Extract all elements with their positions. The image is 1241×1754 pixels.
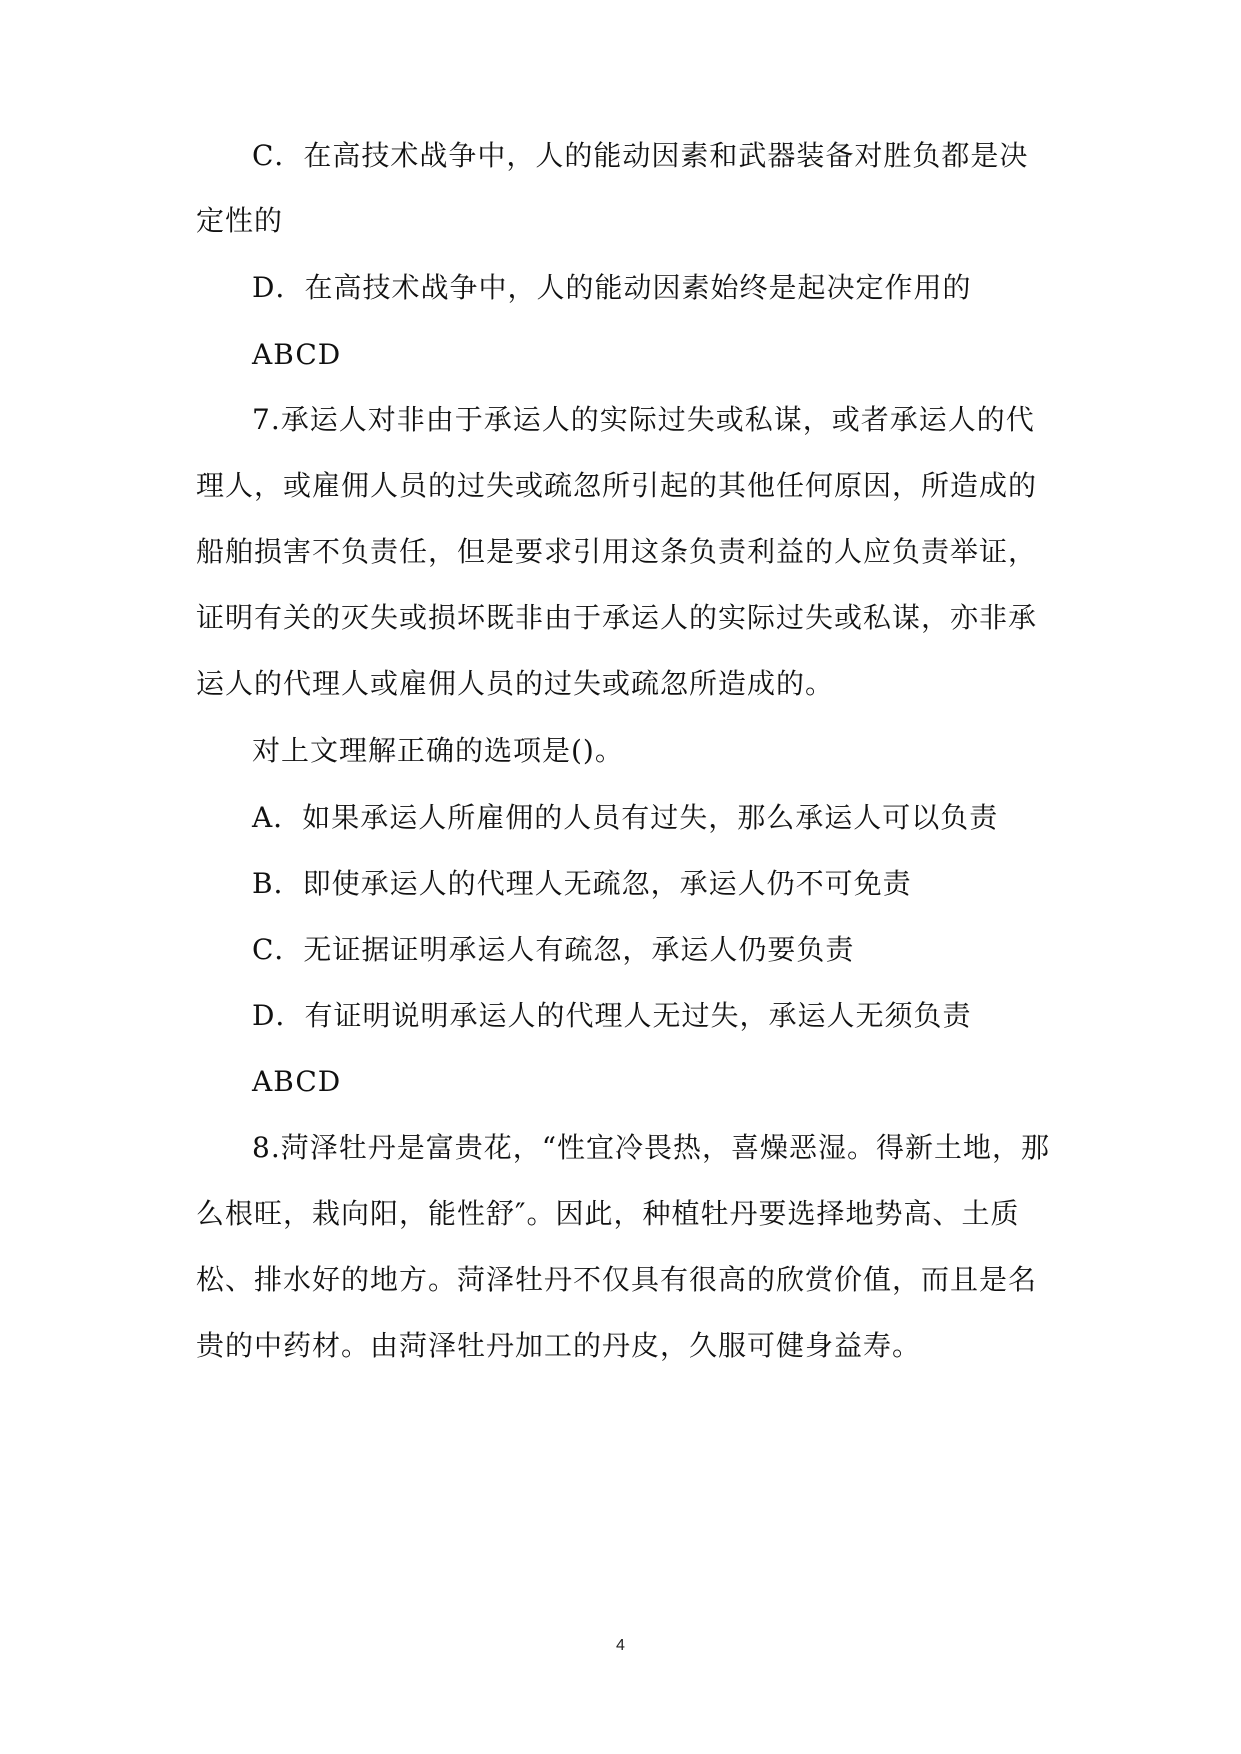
question-8-line-4: 贵的中药材。由菏泽牡丹加工的丹皮，久服可健身益寿。 [196, 1329, 922, 1362]
question-7-option-c: C．无证据证明承运人有疏忽，承运人仍要负责 [252, 933, 855, 966]
question-8-line-2: 么根旺，栽向阳，能性舒″。因此，种植牡丹要选择地势高、土质 [196, 1197, 1020, 1230]
question-7-line-4: 证明有关的灭失或损坏既非由于承运人的实际过失或私谋，亦非承 [196, 601, 1038, 634]
option-d-line: D．在高技术战争中，人的能动因素始终是起决定作用的 [252, 271, 972, 304]
question-7-option-a: A．如果承运人所雇佣的人员有过失，那么承运人可以负责 [252, 801, 999, 834]
question-7-option-d: D．有证明说明承运人的代理人无过失，承运人无须负责 [252, 999, 972, 1032]
question-7-line-3: 船舶损害不负责任，但是要求引用这条负责利益的人应负责举证， [196, 535, 1038, 568]
question-7-line-2: 理人，或雇佣人员的过失或疏忽所引起的其他任何原因，所造成的 [196, 469, 1038, 502]
question-7-option-b: B．即使承运人的代理人无疏忽，承运人仍不可免责 [252, 867, 912, 900]
option-c-line-2: 定性的 [196, 204, 284, 237]
question-7-answer: ABCD [252, 1065, 342, 1098]
question-7-prompt: 对上文理解正确的选项是()。 [252, 734, 624, 767]
answer-line: ABCD [252, 338, 342, 371]
question-8-line-3: 松、排水好的地方。菏泽牡丹不仅具有很高的欣赏价值，而且是名 [196, 1263, 1038, 1296]
page-number: 4 [616, 1637, 625, 1654]
question-7-line-5: 运人的代理人或雇佣人员的过失或疏忽所造成的。 [196, 667, 835, 700]
question-8-line-1: 8.菏泽牡丹是富贵花，“性宜冷畏热，喜燥恶湿。得新土地，那 [252, 1131, 1051, 1164]
option-c-line-1: C．在高技术战争中，人的能动因素和武器装备对胜负都是决 [252, 139, 1029, 172]
question-7-line-1: 7.承运人对非由于承运人的实际过失或私谋，或者承运人的代 [252, 403, 1035, 436]
